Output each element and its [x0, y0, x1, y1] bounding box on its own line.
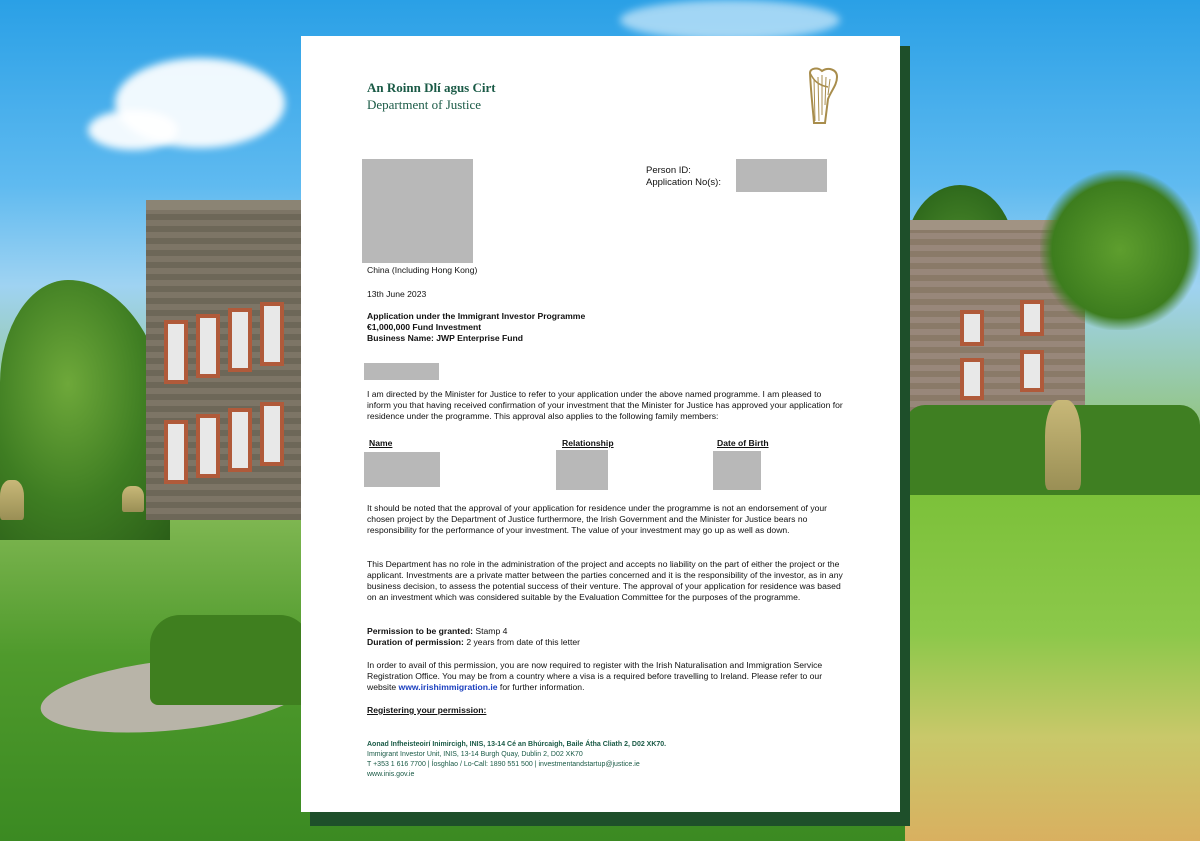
- person-id-label: Person ID:: [646, 165, 691, 176]
- duration-line: Duration of permission: 2 years from date of this letter: [367, 637, 581, 647]
- paragraph-registration: In order to avail of this permission, you are now required to register with the Irish Naturalisation and Immigration Service Registration Office. You may be from a country where a visa is a required before travelling to Ireland. Please refer to our website www.irishimmigration.ie for further information.: [367, 660, 823, 692]
- irish-immigration-link[interactable]: www.irishimmigration.ie: [398, 682, 498, 692]
- redacted-family-dob: [713, 451, 761, 490]
- redacted-salutation: [364, 363, 439, 380]
- stone-house-left: [146, 200, 306, 520]
- cloud: [88, 110, 178, 150]
- garden-urn: [1045, 400, 1081, 490]
- footer-website: www.inis.gov.ie: [367, 771, 415, 778]
- recipient-country: China (Including Hong Kong): [367, 265, 478, 275]
- paragraph-approval: I am directed by the Minister for Justice to refer to your application under the above named programme. I am pleased to inform you that having received confirmation of your investment that the Minister for Justice has approved your application for residence under the programme. This approval also applies to the following family members:: [367, 389, 843, 421]
- garden-urn: [122, 486, 144, 512]
- harp-icon: [804, 65, 842, 127]
- column-header-date-of-birth: Date of Birth: [717, 438, 769, 448]
- letter-footer: [367, 740, 666, 780]
- permission-details: [367, 626, 845, 648]
- letterhead: [367, 80, 496, 113]
- subject-block: [367, 311, 845, 344]
- paragraph-liability: This Department has no role in the administration of the project and accepts no liability on the part of either the project or the applicant. Investments are a private matter between the parties concerned and it is the responsibility of the investor, as in any business decision, to assess the potential success of their venture. The approval of your application for residence was based on an investment which was considered suitable by the Evaluation Committee for the purposes of the programme.: [367, 559, 843, 602]
- redacted-family-name: [364, 452, 440, 487]
- redacted-family-relationship: [556, 450, 608, 490]
- cloud: [620, 0, 840, 40]
- footer-address-irish: Aonad Infheisteoirí Inimircigh, INIS, 13-14 Cé an Bhúrcaigh, Baile Átha Cliath 2, D02 XK70.: [367, 741, 667, 748]
- column-header-name: Name: [369, 438, 393, 448]
- letter-date: 13th June 2023: [367, 289, 427, 299]
- permission-line: Permission to be granted: Stamp 4: [367, 626, 508, 636]
- footer-address-english: Immigrant Investor Unit, INIS, 13-14 Burgh Quay, Dublin 2, D02 XK70: [367, 751, 583, 758]
- subject-line-1: Application under the Immigrant Investor Programme: [367, 311, 586, 321]
- application-no-label: Application No(s):: [646, 177, 721, 188]
- paragraph-disclaimer: It should be noted that the approval of your application for residence under the programme is not an endorsement of your chosen project by the Department of Justice furthermore, the Irish Government and the Minister for Justice bears no responsibility for the performance of your investment. The value of your investment may go up as well as down.: [367, 503, 828, 535]
- subject-line-2: €1,000,000 Fund Investment: [367, 322, 482, 332]
- department-name-english: Department of Justice: [367, 97, 482, 112]
- registering-heading: Registering your permission:: [367, 705, 487, 715]
- department-name-irish: An Roinn Dlí agus Cirt: [367, 80, 496, 95]
- hedge-left: [150, 615, 310, 705]
- lawn-right: [905, 495, 1200, 841]
- redacted-reference: [736, 159, 827, 192]
- trees-left: [0, 280, 170, 540]
- garden-urn: [0, 480, 24, 520]
- column-header-relationship: Relationship: [562, 438, 614, 448]
- palm-tree: [1040, 170, 1200, 330]
- footer-contact: T +353 1 616 7700 | Íosghlao / Lo-Call: 1890 551 500 | investmentandstartup@justice.ie: [367, 761, 640, 768]
- subject-line-3: Business Name: JWP Enterprise Fund: [367, 333, 524, 343]
- reference-labels: [646, 165, 721, 189]
- redacted-address: [362, 159, 473, 263]
- approval-letter: [301, 36, 900, 812]
